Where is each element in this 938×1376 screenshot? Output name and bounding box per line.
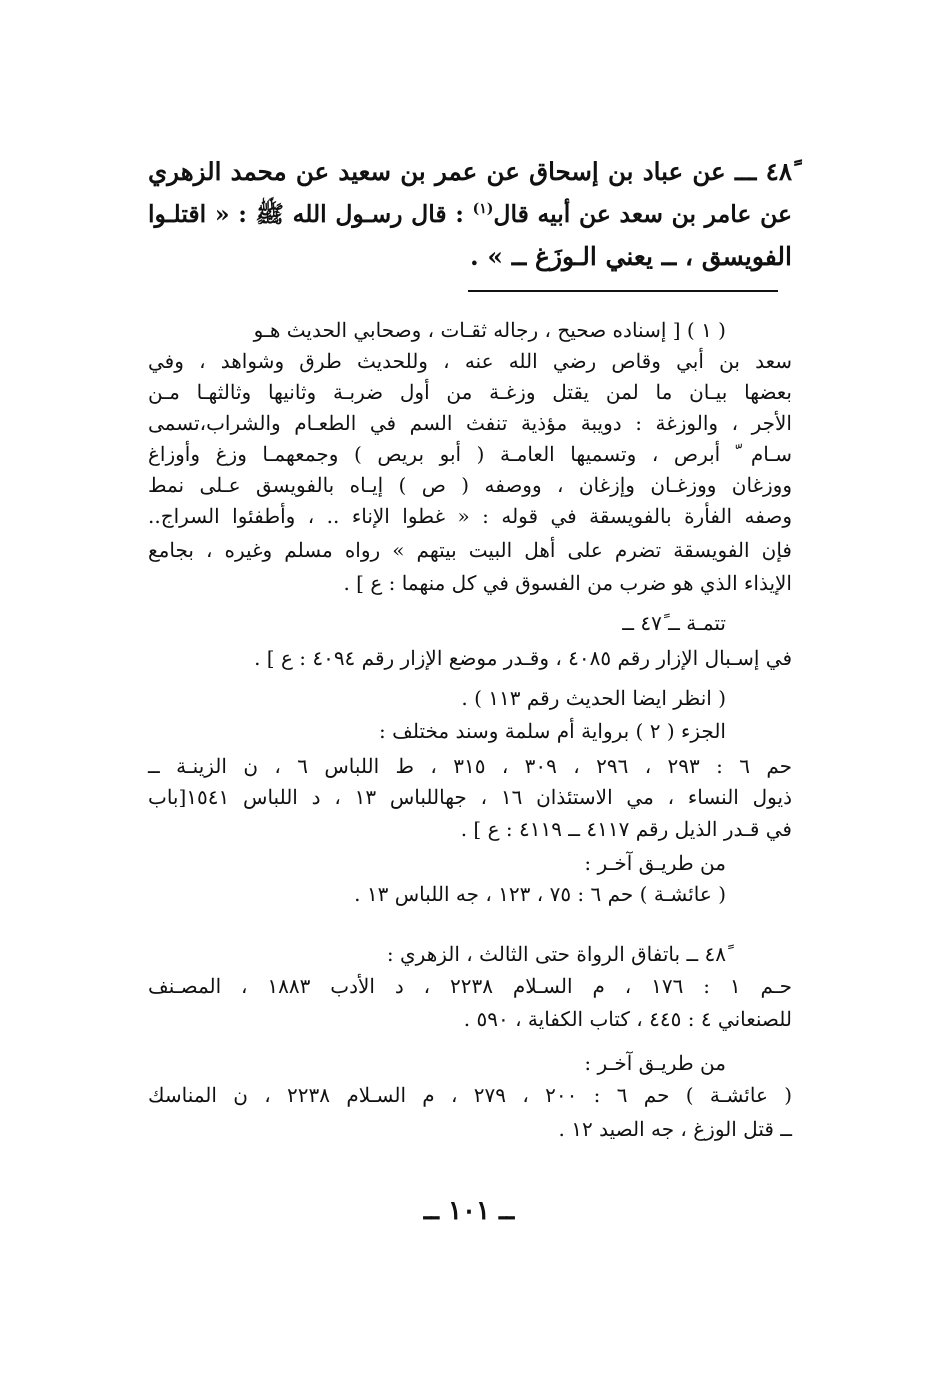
tatimma-heading: تتمـة ــ ٤٧ً ــ: [622, 611, 726, 635]
other-route-2: من طريـق آخـر :: [584, 1051, 726, 1075]
aisha-route-1: ( عائشـة ) حم ٦ : ٧٥ ، ١٢٣ ، جه اللباس ١٣ .: [354, 882, 726, 906]
footnote-line-2: سعد بن أبي وقاص رضي الله عنه ، وللحديث طرق وشواهد ، وفي: [148, 349, 792, 373]
main-text-line-1: ٤٨ً ـــ عن عباد بن إسحاق عن عمر بن سعيد عن محمد الزهري: [148, 157, 792, 186]
main-text-line-3: الفويسق ، ــ يعني الـوزَغ ــ » .: [469, 242, 792, 271]
footnote-line-3: بعضها بيـان ما لمن يقتل وزغـة من أول ضربـة وثانيها وثالثهـا مـن: [148, 380, 792, 404]
main-text-line-2: [148, 199, 792, 228]
references-a-line-2: ذيول النساء ، مي الاستئذان ١٦ ، جهاللباس ١٣ ، د اللباس ١٥٤١[باب: [148, 785, 792, 809]
footnote-line-7: وصفه الفأرة بالفويسقة في قوله : « غطوا الإناء .. ، وأطفئوا السراج..: [148, 504, 792, 528]
footnote-reference: (١): [472, 201, 494, 217]
footnote-line-8: فإن الفويسقة تضرم على أهل البيت بيتهم » رواه مسلم وغيره ، بجامع: [148, 538, 792, 562]
footnote-line-9: الإيذاء الذي هو ضرب من الفسوق في كل منهما : ع ] .: [343, 571, 792, 595]
item-48-heading: ٤٨ً ــ باتفاق الرواة حتى الثالث ، الزهري :: [386, 942, 726, 966]
aisha-route-2-continued: ــ قتل الوزغ ، جه الصيد ١٢ .: [558, 1117, 792, 1141]
other-route-1: من طريـق آخـر :: [584, 851, 726, 875]
main-text-line-2-part-b: : قال رسـول الله ﷺ : « اقتلـوا: [148, 199, 473, 228]
main-text-line-2-part-a: عن عامر بن سعد عن أبيه قال: [493, 199, 792, 228]
aisha-route-2: ( عائشـة ) حم ٦ : ٢٠٠ ، ٢٧٩ ، م السـلام ٢٢٣٨ ، ن المناسك: [148, 1083, 793, 1107]
references-b-line-1: حـم ١ : ١٧٦ ، م السـلام ٢٢٣٨ ، د الأدب ١٨٨٣ ، المصـنف: [148, 974, 793, 998]
references-a-line-3: في قـدر الذيل رقم ٤١١٧ ــ ٤١١٩ : ع ] .: [460, 817, 792, 841]
references-b-line-2: للصنعاني ٤ : ٤٤٥ ، كتاب الكفاية ، ٥٩٠ .: [463, 1007, 792, 1031]
part-two-line: الجزء ( ٢ ) برواية أم سلمة وسند مختلف :: [379, 719, 726, 743]
references-a-line-1: حم ٦ : ٢٩٣ ، ٢٩٦ ، ٣٠٩ ، ٣١٥ ، ط اللباس ٦ ، ن الزينـة ــ: [148, 754, 793, 778]
page-number: ــ ١٠١ ــ: [423, 1196, 515, 1226]
footnote-line-5: سـام ّ أبرص ، وتسميها العامـة ( أبو بريص ) وجمعهمـا وزغ وأوزاغ: [148, 442, 792, 466]
tatimma-line: في إسـبال الإزار رقم ٤٠٨٥ ، وقـدر موضع الإزار رقم ٤٠٩٤ : ع ] .: [254, 646, 792, 670]
footnote-separator: [468, 290, 778, 292]
footnote-line-6: ووزغان ووزغـان وإزغان ، ووصفه ( ص ) إيـاه بالفويسق عـلى نمط: [148, 473, 792, 497]
footnote-line-1: ( ١ ) [ إسناده صحيح ، رجاله ثقـات ، وصحابي الحديث هـو: [253, 318, 726, 342]
footnote-line-4: الأجر ، والوزغة : دويبة مؤذية تنفث السم في الطعـام والشراب،تسمى: [148, 411, 792, 435]
see-also-line: ( انظر ايضا الحديث رقم ١١٣ ) .: [461, 686, 726, 710]
